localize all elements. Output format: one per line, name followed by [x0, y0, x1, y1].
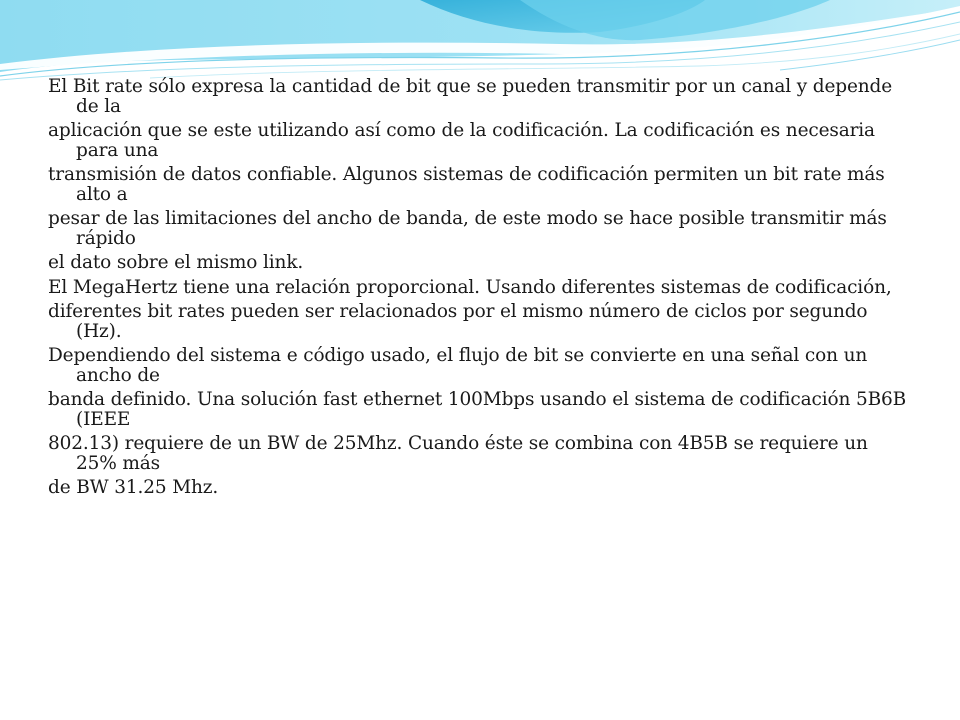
wave-line-4 [780, 40, 960, 70]
paragraph: 802.13) requiere de un BW de 25Mhz. Cuando éste se combina con 4B5B se requiere un 25% más [48, 433, 868, 474]
paragraph: transmisión de datos confiable. Algunos sistemas de codificación permiten un bit rate más alto a [48, 164, 885, 205]
paragraph: Dependiendo del sistema e código usado, el flujo de bit se convierte en una señal con un ancho de [48, 345, 868, 386]
paragraph: de BW 31.25 Mhz. [48, 477, 219, 498]
paragraph: El MegaHertz tiene una relación proporcional. Usando diferentes sistemas de codificación, [48, 276, 892, 298]
paragraph: aplicación que se este utilizando así como de la codificación. La codificación es necesaria para una [48, 120, 875, 161]
paragraph: el dato sobre el mismo link. [48, 252, 304, 273]
paragraph: diferentes bit rates pueden ser relacionados por el mismo número de ciclos por segundo (Hz). [48, 301, 868, 342]
paragraph: banda definido. Una solución fast ethernet 100Mbps usando el sistema de codificación 5B6B (IEEE [48, 389, 907, 430]
paragraph: El Bit rate sólo expresa la cantidad de bit que se pueden transmitir por un canal y depende de la [48, 76, 893, 117]
body-text [48, 77, 908, 503]
paragraph: pesar de las limitaciones del ancho de banda, de este modo se hace posible transmitir más rápido [48, 208, 887, 249]
